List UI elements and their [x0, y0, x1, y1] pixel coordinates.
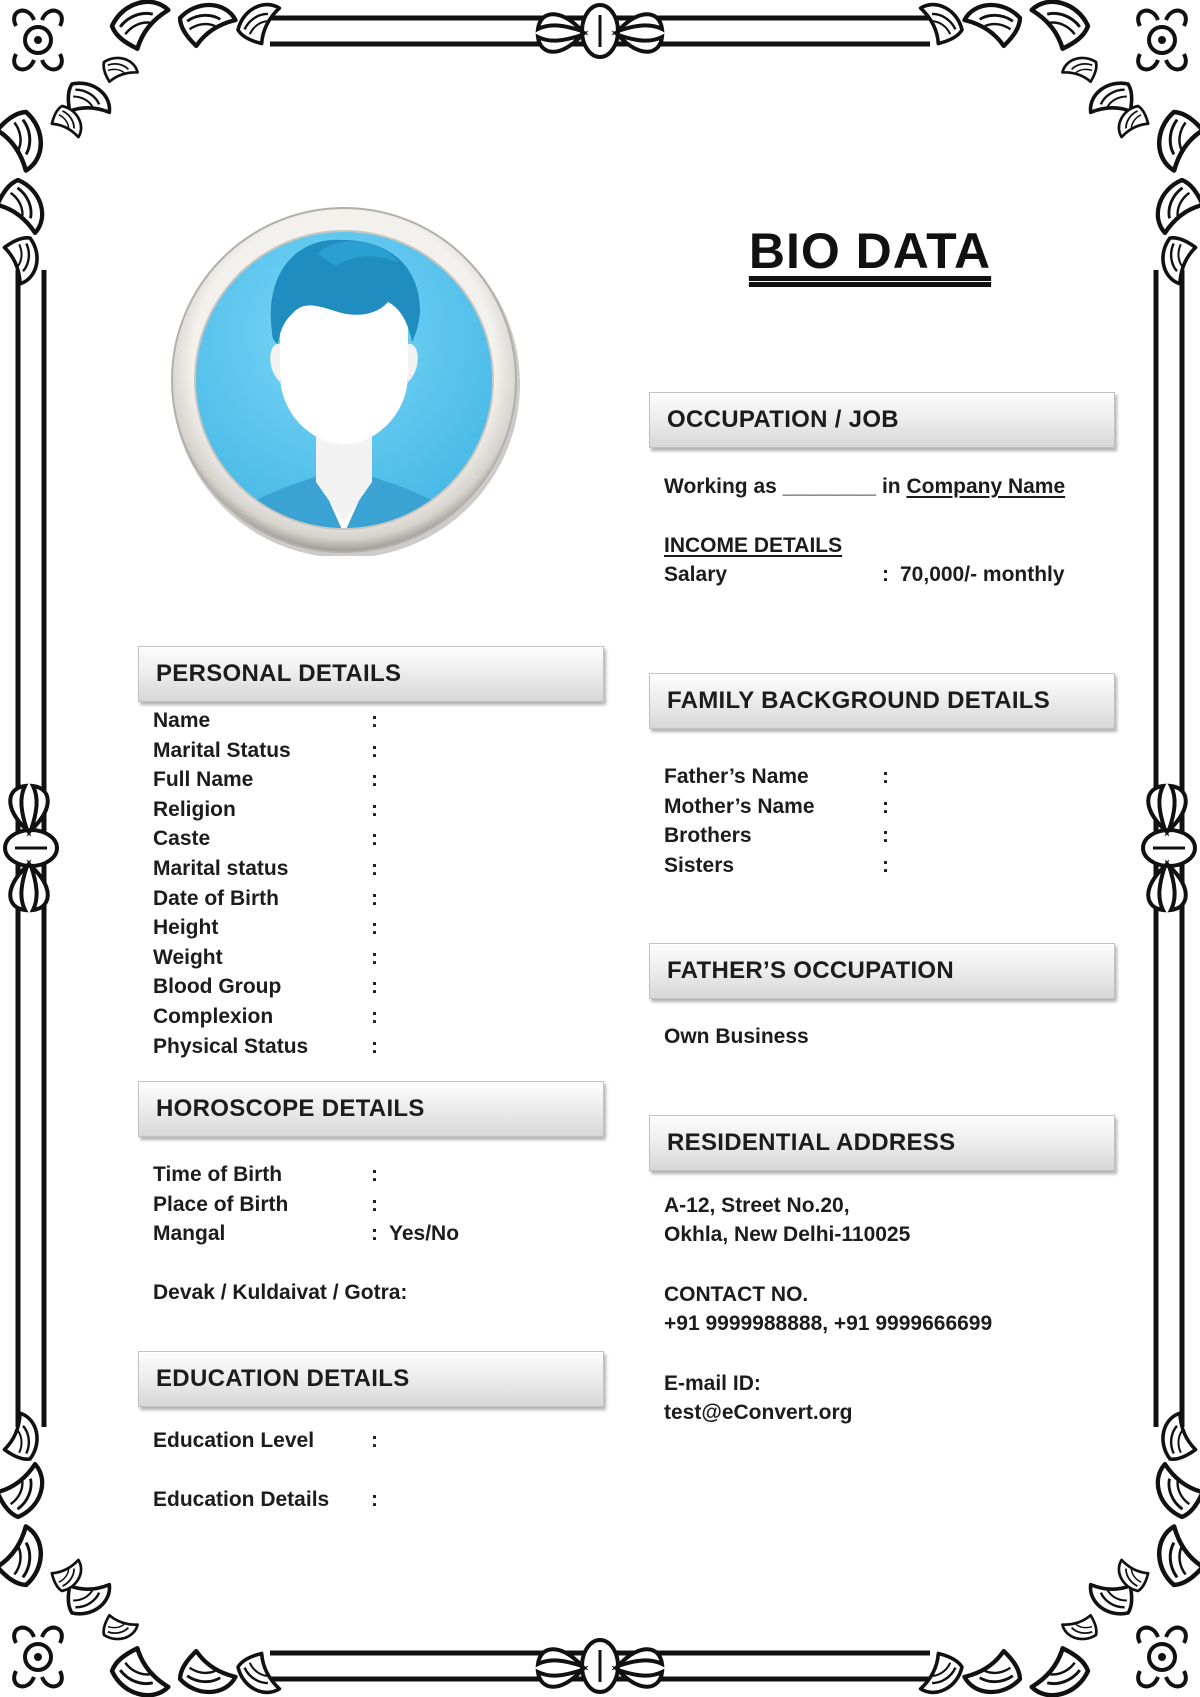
personal-field-colon: : [371, 1034, 378, 1058]
section-header-education: EDUCATION DETAILS [138, 1351, 604, 1407]
personal-field-colon: : [371, 738, 378, 762]
personal-field-colon: : [371, 886, 378, 910]
email-value: test@eConvert.org [664, 1401, 853, 1424]
horoscope-field-colon: : [371, 1222, 378, 1246]
father-occupation-value: Own Business [664, 1025, 809, 1048]
horoscope-field-value: Yes/No [389, 1222, 460, 1246]
personal-field-colon: : [371, 856, 378, 880]
working-as-blank: ________ [782, 475, 877, 498]
contact-value: +91 9999988888, +91 9999666699 [664, 1312, 993, 1335]
address-line-1: A-12, Street No.20, [664, 1194, 850, 1217]
education-details-colon: : [371, 1488, 378, 1511]
family-field-colon: : [882, 853, 889, 877]
personal-field-label: Complexion [153, 1004, 274, 1028]
section-header-personal: PERSONAL DETAILS [138, 646, 604, 702]
devak-label: Devak / Kuldaivat / Gotra: [153, 1281, 408, 1304]
family-field-label: Sisters [664, 853, 735, 877]
personal-field-label: Full Name [153, 768, 254, 792]
personal-field-colon: : [371, 916, 378, 940]
horoscope-field-label: Time of Birth [153, 1163, 283, 1186]
personal-field-colon: : [371, 797, 378, 821]
email-label: E-mail ID: [664, 1372, 761, 1395]
company-name: Company Name [906, 475, 1066, 498]
personal-field-label: Religion [153, 797, 236, 821]
section-header-occupation: OCCUPATION / JOB [649, 392, 1115, 448]
personal-field-label: Weight [153, 945, 223, 969]
personal-field-label: Date of Birth [153, 886, 279, 910]
horoscope-field-label: Place of Birth [153, 1192, 289, 1216]
family-field-label: Mother’s Name [664, 794, 815, 818]
income-details-heading: INCOME DETAILS [664, 534, 843, 557]
personal-field-label: Name [153, 709, 211, 732]
salary-label: Salary [664, 563, 728, 586]
personal-field-label: Caste [153, 827, 211, 851]
contact-label: CONTACT NO. [664, 1283, 809, 1306]
personal-field-colon: : [371, 975, 378, 999]
page-title: BIO DATA [748, 223, 992, 279]
family-field-colon: : [882, 765, 889, 788]
address-line-2: Okhla, New Delhi-110025 [664, 1223, 911, 1246]
personal-field-label: Marital Status [153, 738, 291, 762]
section-header-father-occupation: FATHER’S OCCUPATION [649, 943, 1115, 999]
family-field-label: Father’s Name [664, 765, 809, 788]
personal-field-label: Height [153, 916, 219, 940]
male-avatar-icon [168, 204, 520, 556]
horoscope-field-label: Mangal [153, 1222, 226, 1246]
personal-field-colon: : [371, 1004, 378, 1028]
personal-field-label: Blood Group [153, 975, 282, 999]
in-word: in [881, 475, 901, 498]
salary-colon: : [882, 563, 889, 586]
family-field-colon: : [882, 824, 889, 848]
personal-field-label: Physical Status [153, 1034, 309, 1058]
horoscope-field-colon: : [371, 1192, 378, 1216]
education-level-label: Education Level [153, 1429, 315, 1452]
horoscope-field-colon: : [371, 1163, 378, 1186]
personal-field-colon: : [371, 709, 378, 732]
education-level-colon: : [371, 1429, 378, 1452]
personal-field-colon: : [371, 827, 378, 851]
family-field-label: Brothers [664, 824, 752, 848]
family-field-colon: : [882, 794, 889, 818]
section-header-address: RESIDENTIAL ADDRESS [649, 1115, 1115, 1171]
personal-field-colon: : [371, 768, 378, 792]
working-as-line [664, 475, 1065, 499]
salary-value: 70,000/- monthly [900, 563, 1065, 586]
section-header-horoscope: HOROSCOPE DETAILS [138, 1081, 604, 1137]
personal-field-colon: : [371, 945, 378, 969]
personal-field-label: Marital status [153, 856, 289, 880]
education-details-label: Education Details [153, 1488, 330, 1511]
working-as-label: Working as [664, 475, 777, 498]
section-header-family: FAMILY BACKGROUND DETAILS [649, 673, 1115, 729]
